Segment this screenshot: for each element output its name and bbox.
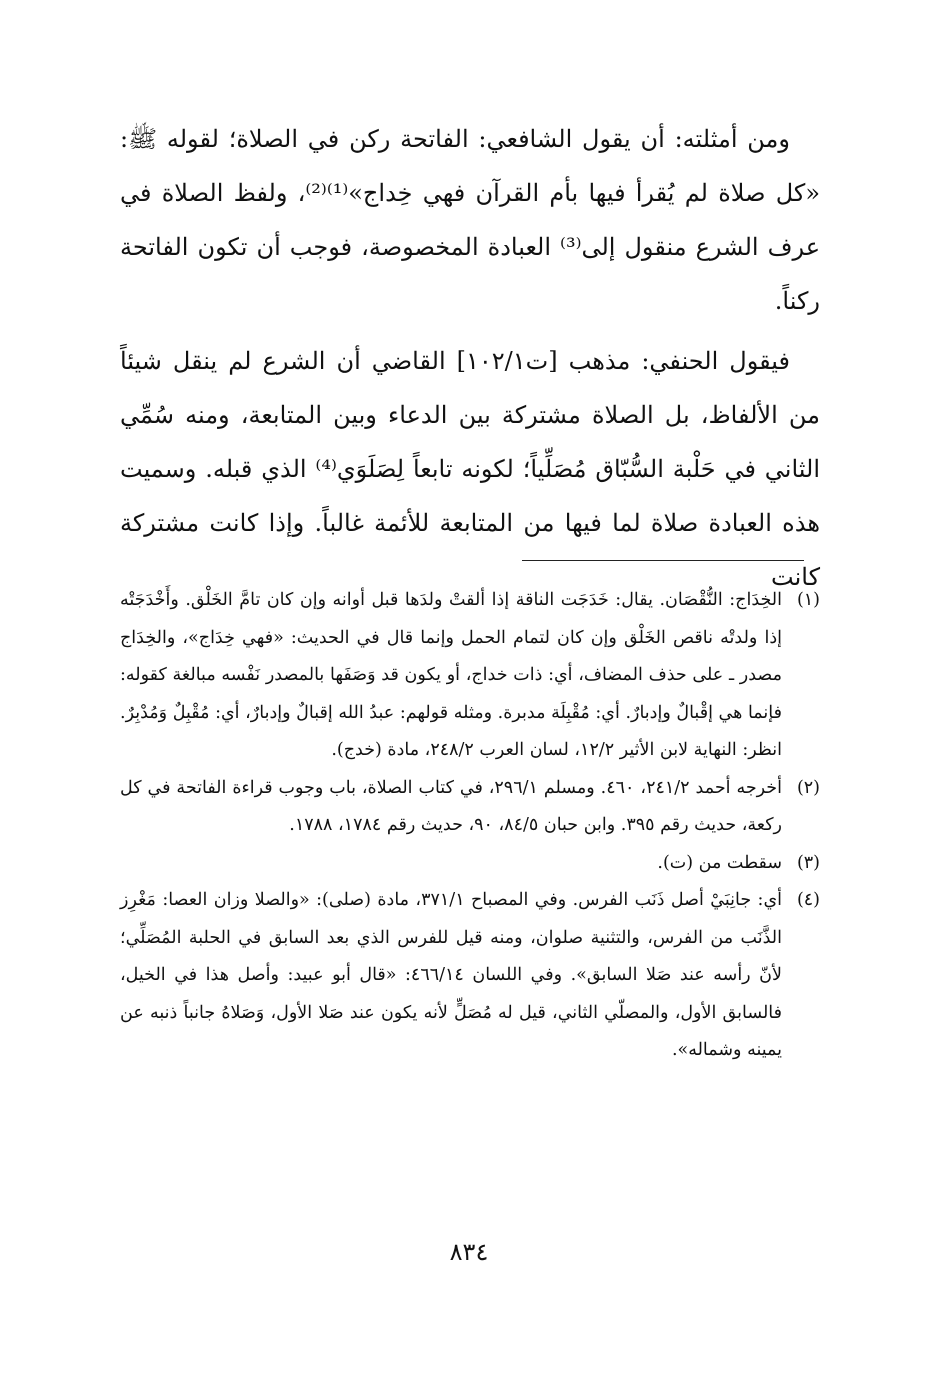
footnote xyxy=(120,770,820,845)
footnote-number: (١) xyxy=(796,590,820,610)
footnote-number: (٢) xyxy=(796,777,820,798)
footnote xyxy=(120,582,820,770)
main-paragraph-1: ومن أمثلته: أن يقول الشافعي: الفاتحة ركن في الصلاة؛ لقوله ﷺ: «كل صلاة لم يُقرأ فيها بأم القرآن فهي خِداج»⁽¹⁾⁽²⁾، ولفظ الصلاة في عرف الشرع منقول إلى⁽³⁾ العبادة المخصوصة، فوجب أن تكون الفاتحة ركناً. xyxy=(120,125,821,315)
main-paragraph-2: فيقول الحنفي: مذهب [ت١٠٢/١] القاضي أن الشرع لم ينقل شيئاً من الألفاظ، بل الصلاة مشتركة بين الدعاء وبين المتابعة، ومنه سُمِّي الثاني في حَلْبة السُّبّاق مُصَلِّياً؛ لكونه تابعاً لِصَلَوَي⁽⁴⁾ الذي قبله. وسميت هذه العبادة صلاة لما فيها من المتابعة للأئمة غالباً. وإذا كانت مشتركة كانت xyxy=(120,347,821,591)
footnote-text: أي: جانِبَيْ أصل ذَنَب الفرس. وفي المصباح ٣٧١/١، مادة (صلى): «والصلا وزان العصا: مَغْرِز الذَّنَب من الفرس، والتثنية صلوان، ومنه قيل للفرس الذي بعد السابق في الحلبة المُصَلِّي؛ لأنّ رأسه عند صَلا السابق». وفي اللسان ٤٦٦/١٤: «قال أبو عبيد: وأصل هذا في الخيل، فالسابق الأول، والمصلّي الثاني، قيل له مُصَلٍّ لأنه يكون عند صَلا الأول، وَصَلاهُ جانباً ذنبه عن يمينه وشماله». xyxy=(120,890,783,1060)
page-number: ٨٣٤ xyxy=(449,1238,489,1266)
footnote-number: (٤) xyxy=(796,890,820,910)
footnote-text: أخرجه أحمد ٢٤١/٢، ٤٦٠. ومسلم ٢٩٦/١، في كتاب الصلاة، باب وجوب قراءة الفاتحة في كل ركعة، حديث رقم ٣٩٥. وابن حبان ٨٤/٥، ٩٠، حديث رقم ١٧٨٤، ١٧٨٨. xyxy=(120,777,782,835)
footnote xyxy=(120,845,820,883)
footnote-number: (٣) xyxy=(796,852,820,873)
footnote xyxy=(120,882,820,1070)
footnote-text: الخِدَاج: النُّقْصَان. يقال: خَدَجَت الناقة إذا ألقتْ ولدَها قبل أوانه وإن كان تامَّ الخَلْق. وأَخْدَجَتْه إذا ولدتْه ناقص الخَلْق وإن كان لتمام الحمل وإنما قال في الحديث: «فهي خِدَاج»، والخِدَاج مصدر ـ على حذف المضاف، أي: ذات خداج، أو يكون قد وَصَفَها بالمصدر نَفْسه مبالغة كقوله: فإنما هي إقْبالٌ وإدبارٌ. أي: مُقْبِلَة مدبرة. ومثله قولهم: عبدُ الله إقبالٌ وإدبارٌ، أي: مُقْبِلٌ وَمُدْبِرٌ. انظر: النهاية لابن الأثير ١٢/٢، لسان العرب ٢٤٨/٢، مادة (خدج). xyxy=(120,590,782,760)
main-text xyxy=(120,112,820,610)
footnote-text: سقطت من (ت). xyxy=(657,852,782,873)
footnote-separator xyxy=(522,560,804,561)
footnotes xyxy=(120,582,820,1070)
